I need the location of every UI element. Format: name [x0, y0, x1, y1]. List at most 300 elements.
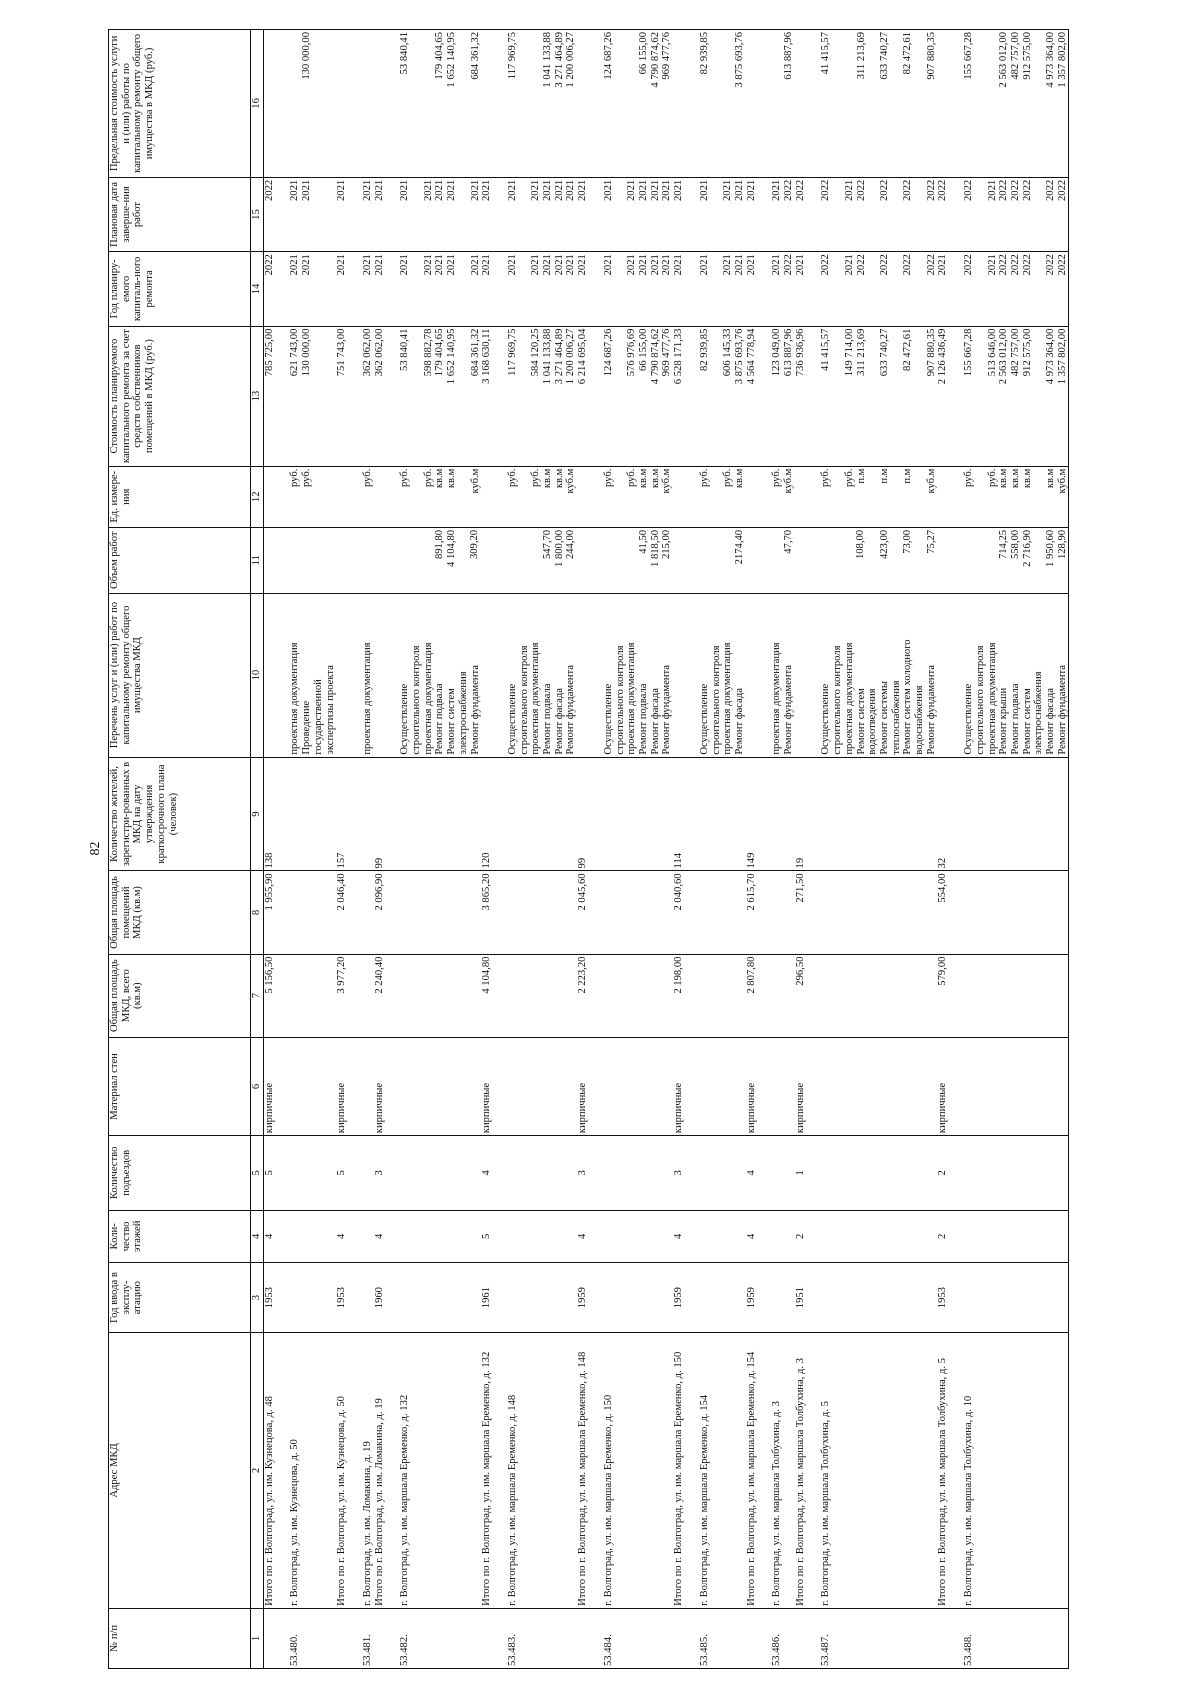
- spacer-cell: [806, 757, 820, 871]
- spacer-cell: [275, 1210, 289, 1263]
- address-cell: [362, 1333, 374, 1609]
- works-cell: [963, 593, 1069, 757]
- volume-cell-line: [891, 530, 903, 591]
- cost-cell-line: 2 126 436,49: [937, 328, 949, 385]
- plan-year-cell-line: 2022: [878, 254, 890, 276]
- volume-cell: [399, 527, 481, 593]
- table-row: [820, 30, 937, 1669]
- cost-cell-line: 613 887,96: [783, 328, 795, 377]
- end-year-cell: [746, 177, 758, 251]
- cost-cell-line: 785 725,00: [263, 328, 275, 377]
- end-year-cell-line: [519, 180, 531, 249]
- volume-cell: [795, 527, 807, 593]
- wall-material-cell: [507, 1037, 577, 1135]
- floors-cell-text: 4: [263, 1233, 275, 1239]
- floors-cell: [362, 1210, 374, 1263]
- limit-cost-cell: [481, 30, 493, 178]
- works-cell-line: Осуществление: [602, 683, 614, 755]
- unit-cell: [820, 466, 937, 527]
- spacer-cell: [348, 757, 362, 871]
- rooms-area-cell: [771, 871, 794, 954]
- cost-cell-line: [832, 329, 844, 464]
- works-cell-line: проектная документация: [361, 642, 373, 755]
- residents-cell: [673, 757, 685, 871]
- residents-cell: [481, 757, 493, 871]
- limit-cost-cell: [603, 30, 673, 178]
- cost-cell-line: 53 840,41: [399, 328, 411, 371]
- column-number: 11: [251, 527, 264, 593]
- spacer-cell: [275, 30, 289, 178]
- works-cell-line: Ремонт фундамента: [925, 665, 937, 755]
- rooms-area-cell-text: 3 865,20: [481, 873, 493, 911]
- end-year-cell-line: 2021: [626, 179, 638, 201]
- spacer-cell: [589, 177, 603, 251]
- works-cell-line: Осуществление: [820, 683, 832, 755]
- volume-cell-line: [626, 530, 638, 591]
- table-body: [263, 30, 1069, 1669]
- end-year-cell-line: 2022: [1045, 179, 1057, 201]
- spacer-cell: [685, 1136, 699, 1210]
- volume-cell: [820, 527, 937, 593]
- works-cell: [937, 593, 949, 757]
- floors-cell: [289, 1210, 336, 1263]
- plan-year-cell-line: 2021: [553, 254, 565, 276]
- limit-cost-cell-line: 969 477,76: [661, 32, 673, 80]
- end-year-cell-line: 2022: [963, 179, 975, 201]
- end-year-cell-line: 2022: [925, 179, 937, 201]
- works-cell-line: проектная документация: [771, 642, 783, 755]
- cost-cell: [746, 326, 758, 466]
- spacer-cell: [685, 954, 699, 1037]
- rooms-area-cell: [507, 871, 577, 954]
- spacer-cell: [493, 527, 507, 593]
- end-year-cell-line: 2021: [361, 179, 373, 201]
- works-cell-line: проектная документация: [422, 642, 434, 755]
- spacer-cell: [757, 527, 771, 593]
- year-cell: [963, 1263, 1069, 1333]
- column-number: 9: [251, 757, 264, 871]
- table-row: [673, 30, 685, 1669]
- unit-cell-line: кв.м: [649, 468, 661, 489]
- address-cell-line: г. Волгоград, ул. им. маршала Еременко, д. 132: [399, 1394, 411, 1606]
- row-number: [771, 1608, 794, 1668]
- wall-material-cell: [795, 1037, 807, 1135]
- end-year-cell-line: [458, 180, 470, 249]
- rooms-area-cell: [336, 871, 348, 954]
- limit-cost-cell: [336, 30, 348, 178]
- entrances-cell-text: 5: [263, 1170, 275, 1176]
- table-row: [507, 30, 577, 1669]
- spacer-cell: [685, 527, 699, 593]
- end-year-cell: [820, 177, 937, 251]
- cost-cell-line: [891, 329, 903, 464]
- floors-cell-text: 4: [373, 1233, 385, 1239]
- total-area-cell-text: 579,00: [937, 956, 949, 986]
- unit-cell: [746, 466, 758, 527]
- volume-cell-line: 2174,40: [733, 529, 745, 565]
- plan-year-cell-line: 2021: [577, 254, 589, 276]
- spacer-cell: [757, 757, 771, 871]
- address-cell: [289, 1333, 336, 1609]
- spacer-cell: [949, 871, 963, 954]
- row-number: [577, 1608, 589, 1668]
- end-year-cell-line: 2021: [986, 179, 998, 201]
- limit-cost-cell-line: 482 757,00: [1009, 32, 1021, 80]
- spacer-cell: [493, 593, 507, 757]
- wall-material-cell-text: кирпичные: [937, 1082, 949, 1134]
- works-cell-line: Осуществление: [963, 683, 975, 755]
- address-cell: [771, 1333, 794, 1609]
- volume-cell-line: [1033, 530, 1045, 591]
- wall-material-cell: [937, 1037, 949, 1135]
- residents-cell: [937, 757, 949, 871]
- cost-cell-line: 155 667,28: [963, 328, 975, 377]
- plan-year-cell-line: 2021: [771, 254, 783, 276]
- spacer-cell: [806, 466, 820, 527]
- plan-year-cell-line: 2022: [783, 254, 795, 276]
- cost-cell: [336, 326, 348, 466]
- residents-cell: [399, 757, 481, 871]
- spacer-cell: [806, 593, 820, 757]
- limit-cost-cell-line: 4 790 874,62: [649, 32, 661, 88]
- year-cell: [795, 1263, 807, 1333]
- limit-cost-cell-line: [771, 32, 783, 175]
- wall-material-cell: [289, 1037, 336, 1135]
- address-cell-line: г. Волгоград, ул. им. Кузнецова, д. 50: [289, 1439, 301, 1606]
- end-year-cell-line: 2022: [902, 179, 914, 201]
- address-cell-line: Итого по г. Волгоград, ул. им. Кузнецова, д. 48: [263, 1396, 275, 1606]
- wall-material-cell-text: кирпичные: [794, 1082, 806, 1134]
- column-number: 7: [251, 954, 264, 1037]
- works-cell-line: Ремонт подвала: [637, 683, 649, 755]
- unit-cell-line: руб.: [361, 468, 373, 487]
- header-cell: Плановая дата заверше-ния работ: [109, 177, 251, 251]
- cost-cell-line: 4 973 364,00: [1045, 328, 1057, 385]
- plan-year-cell-line: 2021: [530, 254, 542, 276]
- unit-cell-line: куб.м: [1056, 468, 1068, 494]
- plan-year-cell: [795, 252, 807, 326]
- entrances-cell: [374, 1136, 386, 1210]
- entrances-cell-text: 3: [373, 1170, 385, 1176]
- limit-cost-cell: [673, 30, 685, 178]
- volume-cell-line: 108,00: [855, 529, 867, 560]
- limit-cost-cell-line: [844, 32, 856, 175]
- plan-year-cell-line: 2021: [937, 254, 949, 276]
- end-year-cell: [481, 177, 493, 251]
- limit-cost-cell: [795, 30, 807, 178]
- works-cell: [362, 593, 374, 757]
- works-cell: [795, 593, 807, 757]
- column-number: 13: [251, 326, 264, 466]
- unit-cell-line: [411, 469, 423, 525]
- works-cell-line: строительного контроля: [974, 645, 986, 755]
- works-cell-line: Ремонт фундамента: [661, 665, 673, 755]
- row-number: [336, 1608, 348, 1668]
- cost-cell-line: 633 740,27: [878, 328, 890, 377]
- cost-cell: [362, 326, 374, 466]
- unit-cell-line: руб.: [530, 468, 542, 487]
- limit-cost-cell-line: [615, 32, 627, 175]
- total-area-cell: [820, 954, 937, 1037]
- cost-cell-line: 912 575,00: [1021, 328, 1033, 377]
- works-cell-line: Ремонт фасада: [649, 688, 661, 755]
- wall-material-cell: [746, 1037, 758, 1135]
- spacer-cell: [493, 1333, 507, 1609]
- floors-cell: [603, 1210, 673, 1263]
- spacer-cell: [949, 954, 963, 1037]
- table-row: [577, 30, 589, 1669]
- year-cell: [603, 1263, 673, 1333]
- cost-cell-line: 907 880,35: [925, 328, 937, 377]
- spacer-cell: [589, 527, 603, 593]
- total-area-cell: [481, 954, 493, 1037]
- spacer-cell: [385, 1608, 399, 1668]
- wall-material-cell: [603, 1037, 673, 1135]
- volume-cell-line: [399, 530, 411, 591]
- spacer-cell: [949, 326, 963, 466]
- limit-cost-cell-line: [411, 32, 423, 175]
- rooms-area-cell: [481, 871, 493, 954]
- end-year-cell-line: 2021: [661, 179, 673, 201]
- total-area-cell: [963, 954, 1069, 1037]
- column-number: 6: [251, 1037, 264, 1135]
- rooms-area-cell-text: 271,50: [794, 873, 806, 903]
- floors-cell: [263, 1210, 275, 1263]
- residents-cell-text: 99: [577, 857, 589, 869]
- cost-cell: [289, 326, 336, 466]
- row-number: [673, 1608, 685, 1668]
- volume-cell-line: 4 104,80: [446, 529, 458, 567]
- header-cell: Общая площадь помещений МКД (кв.м): [109, 871, 251, 954]
- rooms-area-cell: [263, 871, 275, 954]
- plan-year-cell-line: 2021: [673, 254, 685, 276]
- plan-year-cell: [603, 252, 673, 326]
- volume-cell-line: 1 800,00: [553, 529, 565, 567]
- limit-cost-cell-line: 82 939,85: [698, 32, 710, 75]
- entrances-cell: [507, 1136, 577, 1210]
- volume-cell: [603, 527, 673, 593]
- entrances-cell: [362, 1136, 374, 1210]
- column-number: 15: [251, 177, 264, 251]
- spacer-cell: [949, 1333, 963, 1609]
- volume-cell: [746, 527, 758, 593]
- spacer-cell: [589, 1263, 603, 1333]
- spacer-cell: [385, 527, 399, 593]
- row-number-text: 53.484.: [602, 1634, 614, 1666]
- spacer-cell: [806, 252, 820, 326]
- spacer-cell: [385, 326, 399, 466]
- plan-year-cell-line: [458, 254, 470, 323]
- spacer-cell: [806, 954, 820, 1037]
- unit-cell-line: [891, 469, 903, 525]
- spacer-cell: [757, 1136, 771, 1210]
- plan-year-cell: [937, 252, 949, 326]
- works-cell-line: Ремонт систем: [1021, 688, 1033, 755]
- plan-year-cell-line: 2021: [626, 254, 638, 276]
- wall-material-cell: [399, 1037, 481, 1135]
- limit-cost-cell-line: 633 740,27: [878, 32, 890, 80]
- volume-cell: [481, 527, 493, 593]
- cost-cell-line: [519, 329, 531, 464]
- end-year-cell-line: [711, 180, 723, 249]
- unit-cell-line: руб.: [399, 468, 411, 487]
- volume-cell: [963, 527, 1069, 593]
- total-area-cell: [374, 954, 386, 1037]
- spacer-cell: [348, 871, 362, 954]
- spacer-cell: [348, 1210, 362, 1263]
- works-cell-line: строительного контроля: [518, 645, 530, 755]
- spacer-cell: [949, 1037, 963, 1135]
- works-cell-line: проектная документация: [530, 642, 542, 755]
- limit-cost-cell-line: [1033, 32, 1045, 175]
- address-cell-line: Итого по г. Волгоград, ул. им. маршала Еременко, д. 150: [673, 1351, 685, 1606]
- end-year-cell: [289, 177, 336, 251]
- entrances-cell: [937, 1136, 949, 1210]
- spacer-row: [757, 30, 771, 1669]
- limit-cost-cell: [577, 30, 589, 178]
- spacer-cell: [275, 757, 289, 871]
- spacer-cell: [348, 1333, 362, 1609]
- wall-material-cell: [699, 1037, 746, 1135]
- spacer-cell: [493, 252, 507, 326]
- spacer-cell: [806, 326, 820, 466]
- volume-cell-line: [820, 530, 832, 591]
- volume-cell: [336, 527, 348, 593]
- limit-cost-cell-line: 613 887,96: [783, 32, 794, 80]
- cost-cell-line: 82 939,85: [698, 328, 710, 371]
- address-cell: [820, 1333, 937, 1609]
- year-cell: [507, 1263, 577, 1333]
- spacer-cell: [685, 326, 699, 466]
- unit-cell-line: п.м: [878, 468, 890, 484]
- year-cell: [820, 1263, 937, 1333]
- rooms-area-cell-text: 2 040,60: [673, 873, 685, 911]
- total-area-cell: [336, 954, 348, 1037]
- spacer-cell: [275, 593, 289, 757]
- cost-cell-line: 4 564 778,94: [745, 328, 757, 385]
- cost-cell-line: 969 477,76: [661, 328, 673, 377]
- row-number: [399, 1608, 481, 1668]
- cost-cell-line: 598 882,78: [422, 328, 434, 377]
- unit-cell-line: кв.м: [434, 468, 446, 489]
- unit-cell-line: куб.м: [469, 468, 481, 494]
- residents-cell-text: 149: [745, 852, 757, 869]
- spacer-cell: [685, 593, 699, 757]
- unit-cell: [603, 466, 673, 527]
- works-cell-line: проектная документация: [289, 642, 301, 755]
- spacer-cell: [949, 466, 963, 527]
- header-cell: Год ввода в эксплу-атацию: [109, 1263, 251, 1333]
- plan-year-cell-line: 2022: [925, 254, 937, 276]
- rooms-area-cell: [746, 871, 758, 954]
- volume-cell-line: [832, 530, 844, 591]
- table-row: [263, 30, 275, 1669]
- end-year-cell: [795, 177, 807, 251]
- spacer-cell: [493, 1037, 507, 1135]
- limit-cost-cell: [289, 30, 336, 178]
- spacer-cell: [385, 1037, 399, 1135]
- end-year-cell-line: [975, 180, 987, 249]
- volume-cell-line: [867, 530, 879, 591]
- cost-cell-line: 311 213,69: [855, 328, 867, 376]
- address-cell-line: Итого по г. Волгоград, ул. им. маршала Еременко, д. 148: [577, 1351, 589, 1606]
- plan-year-cell-line: [867, 254, 879, 323]
- residents-cell: [963, 757, 1069, 871]
- volume-cell-line: [987, 530, 999, 591]
- end-year-cell-line: 2022: [794, 179, 806, 201]
- residents-cell: [263, 757, 275, 871]
- plan-year-cell: [374, 252, 386, 326]
- floors-cell-text: 4: [673, 1233, 685, 1239]
- spacer-cell: [949, 1608, 963, 1668]
- total-area-cell: [771, 954, 794, 1037]
- table-row: [399, 30, 481, 1669]
- page-number: 82: [88, 841, 103, 856]
- limit-cost-cell-line: [832, 32, 844, 175]
- plan-year-cell-line: 2022: [1056, 254, 1068, 276]
- spacer-cell: [385, 954, 399, 1037]
- unit-cell-line: руб.: [843, 468, 855, 487]
- year-cell: [263, 1263, 275, 1333]
- spacer-cell: [806, 177, 820, 251]
- cost-cell-line: [411, 329, 423, 464]
- header-cell: Адрес МКД: [109, 1333, 251, 1609]
- header-row: [109, 30, 251, 1669]
- spacer-cell: [685, 466, 699, 527]
- unit-cell-line: руб.: [289, 468, 301, 487]
- spacer-cell: [493, 954, 507, 1037]
- entrances-cell: [699, 1136, 746, 1210]
- cost-cell: [963, 326, 1069, 466]
- floors-cell: [481, 1210, 493, 1263]
- rooms-area-cell: [374, 871, 386, 954]
- wall-material-cell-text: кирпичные: [336, 1082, 348, 1134]
- volume-cell-line: [423, 530, 435, 591]
- limit-cost-cell-line: 907 880,35: [925, 32, 937, 80]
- unit-cell: [795, 466, 807, 527]
- entrances-cell: [603, 1136, 673, 1210]
- unit-cell: [771, 466, 794, 527]
- end-year-cell-line: 2021: [446, 179, 458, 201]
- address-cell: [577, 1333, 589, 1609]
- wall-material-cell: [771, 1037, 794, 1135]
- rooms-area-cell-text: 2 096,90: [373, 873, 385, 911]
- floors-cell: [795, 1210, 807, 1263]
- unit-cell: [362, 466, 374, 527]
- cost-cell-line: 584 120,25: [530, 328, 542, 377]
- unit-cell: [336, 466, 348, 527]
- plan-year-cell-line: [411, 254, 423, 323]
- works-cell-line: Ремонт фундамента: [469, 665, 481, 755]
- plan-year-cell: [699, 252, 746, 326]
- entrances-cell: [577, 1136, 589, 1210]
- volume-cell: [362, 527, 374, 593]
- works-cell: [481, 593, 493, 757]
- spacer-cell: [685, 1333, 699, 1609]
- spacer-cell: [685, 1210, 699, 1263]
- limit-cost-cell-line: [987, 32, 999, 175]
- spacer-cell: [385, 871, 399, 954]
- volume-cell-line: [963, 530, 975, 591]
- wall-material-cell: [263, 1037, 275, 1135]
- plan-year-cell-line: [519, 254, 531, 323]
- year-cell: [289, 1263, 336, 1333]
- cost-cell-line: 1 357 802,00: [1056, 328, 1068, 385]
- end-year-cell-line: 2022: [1009, 179, 1021, 201]
- limit-cost-cell: [820, 30, 937, 178]
- row-number: [746, 1608, 758, 1668]
- end-year-cell: [263, 177, 275, 251]
